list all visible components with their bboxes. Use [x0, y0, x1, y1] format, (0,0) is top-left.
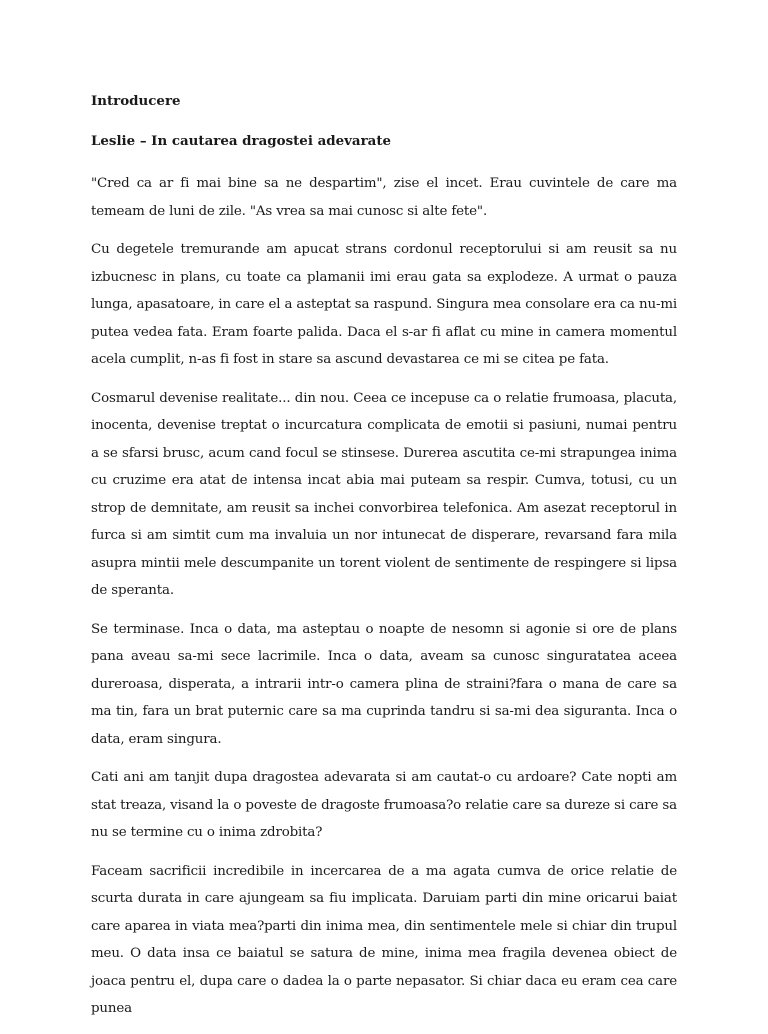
paragraph-2: Cu degetele tremurande am apucat strans cordonul receptorului si am reusit sa nu izbucnesc in plans, cu toate ca plamanii imi erau gata sa explodeze. A urmat o pauza lunga, apasatoare, in care el a asteptat sa raspund. Singura mea consolare era ca nu-mi putea vedea fata. Eram foarte palida. Daca el s-ar fi aflat cu mine in camera momentul acela cumplit, n-as fi fost in stare sa ascund devastarea ce mi se citea pe fata.	[91, 242, 677, 367]
paragraph-4: Se terminase. Inca o data, ma asteptau o noapte de nesomn si agonie si ore de plans pana aveau sa-mi sece lacrimile. Inca o data, aveam sa cunosc singuratatea aceea dureroasa, disperata, a intrarii intr-o camera plina de straini?fara o mana de care sa ma tin, fara un brat puternic care sa ma cuprinda tandru si sa-mi dea siguranta. Inca o data, eram singura.	[91, 621, 677, 747]
paragraph-1: "Cred ca ar fi mai bine sa ne despartim", zise el incet. Erau cuvintele de care ma temeam de luni de zile. "As vrea sa mai cunosc si alte fete".	[91, 176, 677, 219]
paragraph-5: Cati ani am tanjit dupa dragostea adevarata si am cautat-o cu ardoare? Cate nopti am stat treaza, visand la o poveste de dragoste frumoasa?o relatie care sa dureze si care sa nu se termine cu o inima zdrobita?	[91, 770, 677, 840]
paragraph-3: Cosmarul devenise realitate... din nou. Ceea ce incepuse ca o relatie frumoasa, placuta, inocenta, devenise treptat o incurcatura complicata de emotii si pasiuni, numai pentru a se sfarsi brusc, acum cand focul se stinsese. Durerea ascutita ce-mi strapungea inima cu cruzime era atat de intensa incat abia mai puteam sa respir. Cumva, totusi, cu un strop de demnitate, am reusit sa inchei convorbirea telefonica. Am asezat receptorul in furca si am simtit cum ma invaluia un nor intunecat de disperare, revarsand fara mila asupra mintii mele descumpanite un torent violent de sentimente de respingere si lipsa de speranta.	[91, 390, 677, 598]
chapter-subheading: Leslie – In cautarea dragostei adevarate	[91, 133, 392, 149]
paragraph-6: Faceam sacrificii incredibile in incercarea de a ma agata cumva de orice relatie de scurta durata in care ajungeam sa fiu implicata. Daruiam parti din mine oricarui baiat care aparea in viata mea?parti din inima mea, din sentimentele mele si chiar din trupul meu. O data insa ce baiatul se satura de mine, inima mea fragila devenea obiect de joaca pentru el, dupa care o dadea la o parte nepasator. Si chiar daca eu eram cea care punea	[91, 863, 677, 1016]
document-page	[91, 90, 677, 1034]
section-heading: Introducere	[91, 93, 181, 109]
